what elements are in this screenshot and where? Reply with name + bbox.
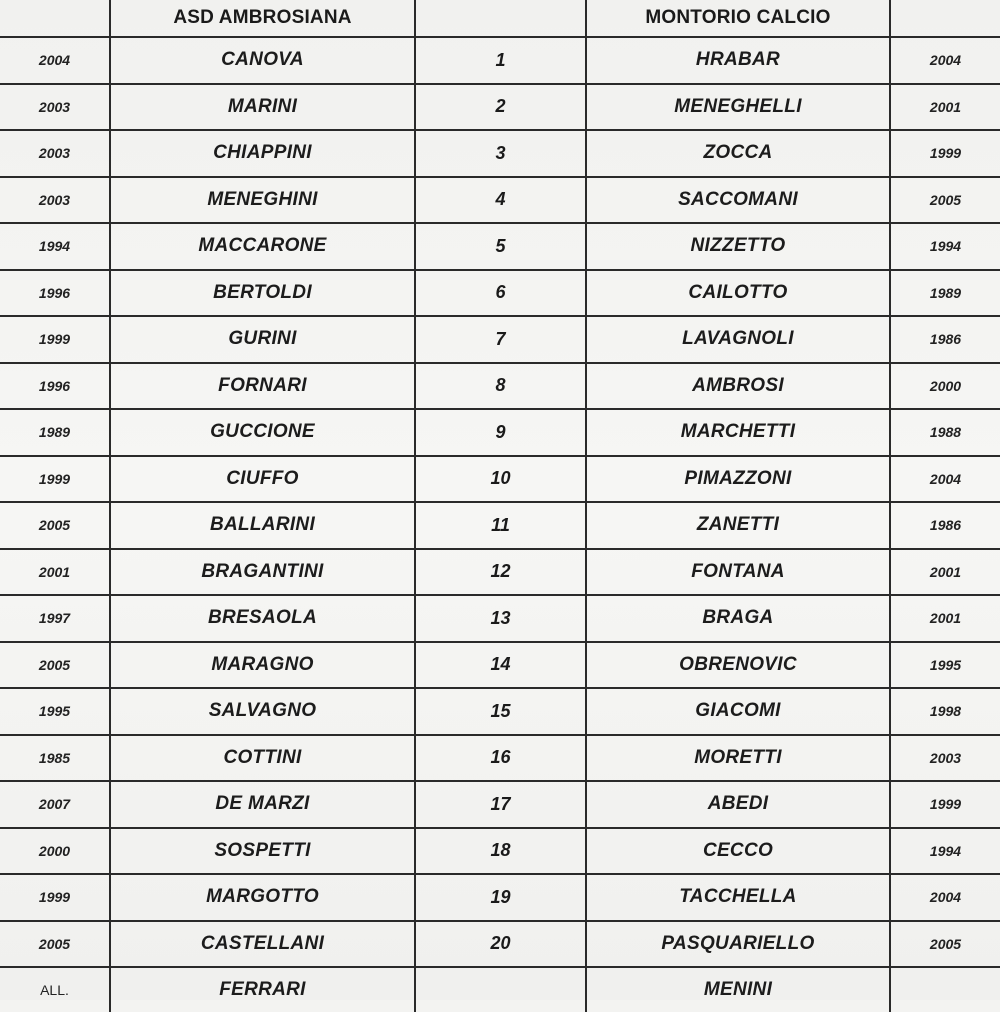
shirt-number: 1 [415,37,586,84]
home-player-name: MARINI [110,84,415,131]
player-row [0,223,1000,270]
player-row [0,688,1000,735]
away-player-birth-year: 2001 [890,549,1000,596]
home-player-birth-year: 2003 [0,84,110,131]
shirt-number: 10 [415,456,586,503]
home-player-name: COTTINI [110,735,415,782]
header-row [0,0,1000,37]
away-player-name: MORETTI [586,735,890,782]
home-player-birth-year: 1999 [0,316,110,363]
away-player-birth-year: 2004 [890,874,1000,921]
away-player-birth-year: 1999 [890,130,1000,177]
home-player-name: FORNARI [110,363,415,410]
header-number [415,0,586,37]
player-row [0,781,1000,828]
shirt-number: 14 [415,642,586,689]
home-player-name: CANOVA [110,37,415,84]
away-player-name: NIZZETTO [586,223,890,270]
away-player-name: PASQUARIELLO [586,921,890,968]
away-player-name: CAILOTTO [586,270,890,317]
player-row [0,130,1000,177]
shirt-number: 3 [415,130,586,177]
away-player-name: FONTANA [586,549,890,596]
home-player-name: DE MARZI [110,781,415,828]
away-player-birth-year: 2005 [890,177,1000,224]
home-player-birth-year: 1996 [0,270,110,317]
away-player-birth-year: 1999 [890,781,1000,828]
away-player-birth-year: 2004 [890,37,1000,84]
shirt-number: 4 [415,177,586,224]
away-player-birth-year: 1994 [890,223,1000,270]
away-player-name: TACCHELLA [586,874,890,921]
player-row [0,549,1000,596]
home-player-name: MENEGHINI [110,177,415,224]
player-row [0,642,1000,689]
away-player-birth-year: 1986 [890,502,1000,549]
player-row [0,456,1000,503]
home-player-birth-year: 1999 [0,456,110,503]
player-row [0,363,1000,410]
player-row [0,595,1000,642]
home-player-birth-year: 2001 [0,549,110,596]
home-player-name: CASTELLANI [110,921,415,968]
away-player-name: AMBROSI [586,363,890,410]
away-team-name: MONTORIO CALCIO [586,0,890,37]
shirt-number: 11 [415,502,586,549]
header-year-away [890,0,1000,37]
shirt-number: 16 [415,735,586,782]
home-player-name: GUCCIONE [110,409,415,456]
shirt-number: 18 [415,828,586,875]
player-row [0,921,1000,968]
player-row [0,409,1000,456]
away-player-birth-year: 1986 [890,316,1000,363]
shirt-number: 12 [415,549,586,596]
home-player-name: BRAGANTINI [110,549,415,596]
shirt-number: 15 [415,688,586,735]
away-player-birth-year: 1994 [890,828,1000,875]
away-player-birth-year: 2000 [890,363,1000,410]
shirt-number: 13 [415,595,586,642]
coach-row [0,967,1000,1012]
home-player-birth-year: 1989 [0,409,110,456]
away-player-birth-year: 1988 [890,409,1000,456]
player-row [0,316,1000,363]
shirt-number: 6 [415,270,586,317]
home-player-birth-year: 2007 [0,781,110,828]
away-player-name: MARCHETTI [586,409,890,456]
home-player-name: BALLARINI [110,502,415,549]
away-player-name: ZOCCA [586,130,890,177]
home-player-birth-year: 1999 [0,874,110,921]
player-row [0,502,1000,549]
away-player-name: PIMAZZONI [586,456,890,503]
home-player-name: SALVAGNO [110,688,415,735]
home-player-name: CHIAPPINI [110,130,415,177]
shirt-number: 2 [415,84,586,131]
home-player-birth-year: 1995 [0,688,110,735]
home-player-name: MARAGNO [110,642,415,689]
home-player-birth-year: 1996 [0,363,110,410]
away-player-name: OBRENOVIC [586,642,890,689]
away-player-name: BRAGA [586,595,890,642]
away-player-birth-year: 2003 [890,735,1000,782]
home-player-name: SOSPETTI [110,828,415,875]
home-player-name: MACCARONE [110,223,415,270]
home-player-name: GURINI [110,316,415,363]
home-player-name: MARGOTTO [110,874,415,921]
home-player-birth-year: 1997 [0,595,110,642]
home-coach-name: FERRARI [110,967,415,1012]
away-player-birth-year: 2001 [890,595,1000,642]
home-player-name: BRESAOLA [110,595,415,642]
away-player-name: SACCOMANI [586,177,890,224]
home-player-birth-year: 2004 [0,37,110,84]
home-player-birth-year: 1985 [0,735,110,782]
home-player-birth-year: 2000 [0,828,110,875]
coach-number-blank [415,967,586,1012]
shirt-number: 9 [415,409,586,456]
away-player-name: CECCO [586,828,890,875]
player-row [0,828,1000,875]
away-player-birth-year: 2005 [890,921,1000,968]
away-player-birth-year: 2004 [890,456,1000,503]
shirt-number: 8 [415,363,586,410]
coach-label: ALL. [0,967,110,1012]
player-row [0,874,1000,921]
shirt-number: 20 [415,921,586,968]
player-row [0,84,1000,131]
home-player-birth-year: 2005 [0,642,110,689]
home-player-birth-year: 2005 [0,502,110,549]
home-player-birth-year: 2003 [0,177,110,224]
home-team-name: ASD AMBROSIANA [110,0,415,37]
player-row [0,270,1000,317]
home-player-birth-year: 2003 [0,130,110,177]
home-player-name: BERTOLDI [110,270,415,317]
home-player-birth-year: 2005 [0,921,110,968]
away-player-birth-year: 1998 [890,688,1000,735]
player-row [0,177,1000,224]
away-player-name: MENEGHELLI [586,84,890,131]
coach-year-blank [890,967,1000,1012]
away-player-name: LAVAGNOLI [586,316,890,363]
shirt-number: 17 [415,781,586,828]
home-player-name: CIUFFO [110,456,415,503]
home-player-birth-year: 1994 [0,223,110,270]
player-row [0,735,1000,782]
player-row [0,37,1000,84]
away-player-birth-year: 2001 [890,84,1000,131]
away-player-birth-year: 1995 [890,642,1000,689]
away-player-name: ABEDI [586,781,890,828]
away-player-birth-year: 1989 [890,270,1000,317]
shirt-number: 7 [415,316,586,363]
away-coach-name: MENINI [586,967,890,1012]
shirt-number: 19 [415,874,586,921]
header-year-home [0,0,110,37]
away-player-name: GIACOMI [586,688,890,735]
away-player-name: ZANETTI [586,502,890,549]
away-player-name: HRABAR [586,37,890,84]
shirt-number: 5 [415,223,586,270]
